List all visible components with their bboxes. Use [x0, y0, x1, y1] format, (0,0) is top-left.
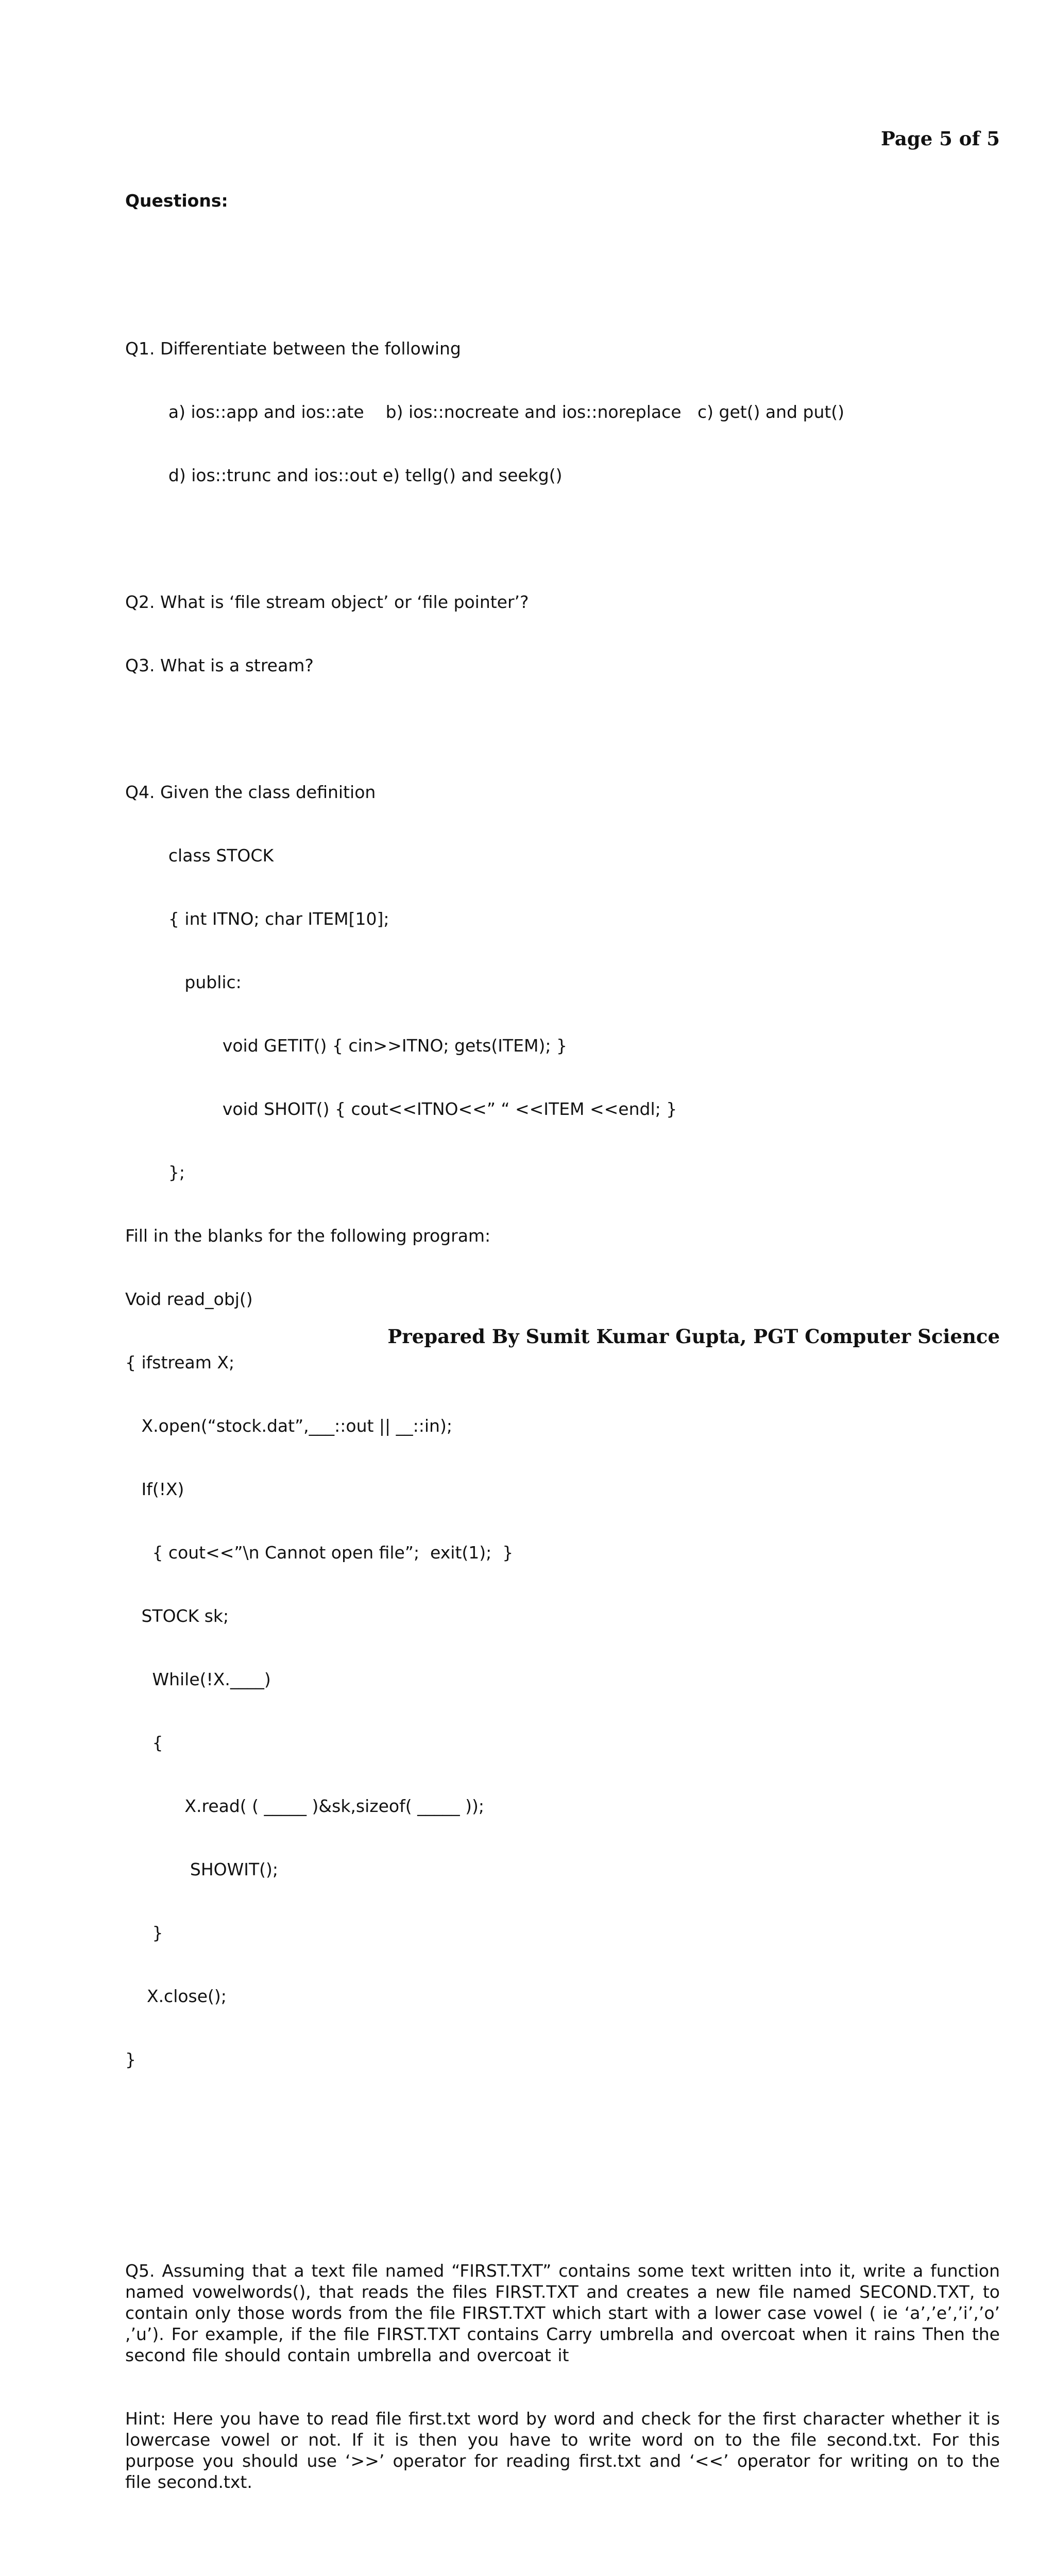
spacer: [125, 2556, 1000, 2576]
q4-code-line: { int ITNO; char ITEM[10];: [125, 909, 389, 929]
q4-code-line: }: [125, 1923, 163, 1943]
q4-code-line: void GETIT() { cin>>ITNO; gets(ITEM); }: [125, 1036, 567, 1056]
question-4: [125, 739, 1000, 2112]
q4-code-line: Void read_obj(): [125, 1289, 253, 1309]
page-number: Page 5 of 5: [881, 127, 1000, 150]
question-3-stream: Q3. What is a stream?: [125, 655, 314, 675]
q4-code-line: { ifstream X;: [125, 1352, 235, 1372]
q4-code-line: If(!X): [125, 1479, 184, 1499]
q4-code-line: };: [125, 1162, 185, 1182]
q4-code-line: class STOCK: [125, 845, 274, 866]
question-2: Q2. What is ‘file stream object’ or ‘file pointer’?: [125, 592, 529, 612]
q1-line: d) ios::trunc and ios::out e) tellg() and seekg(): [125, 465, 563, 485]
q4-code-line: While(!X.____): [125, 1669, 271, 1689]
q4-code-line: {: [125, 1733, 163, 1753]
q4-code-line: STOCK sk;: [125, 1606, 229, 1626]
q1-line: a) ios::app and ios::ate b) ios::nocreate and ios::noreplace c) get() and put(): [125, 402, 845, 422]
q4-code-line: }: [125, 2049, 136, 2070]
q4-code-line: X.open(“stock.dat”,___::out || __::in);: [125, 1416, 452, 1436]
q4-code-line: X.read( ( _____ )&sk,sizeof( _____ ));: [125, 1796, 484, 1816]
spacer: [125, 2176, 1000, 2197]
question-5: Q5. Assuming that a text file named “FIRST.TXT” contains some text written into it, write a function named vowelwords(), that reads the files FIRST.TXT and creates a new file named SECOND.TXT, to contain only those words from the file FIRST.TXT which start with a lower case vowel ( ie ‘a’,’e’,’i’,’o’ ,’u’). For example, if the file FIRST.TXT contains Carry umbrella and overcoat when it rains Then the second file should contain umbrella and overcoat it: [125, 2261, 1000, 2365]
questions-content: [125, 148, 1000, 2576]
q4-line: Fill in the blanks for the following program:: [125, 1226, 491, 1246]
footer-author: Prepared By Sumit Kumar Gupta, PGT Computer Science: [387, 1325, 1000, 1348]
q4-code-line: void SHOIT() { cout<<ITNO<<” “ <<ITEM <<endl; }: [125, 1099, 677, 1119]
question-1: [125, 296, 1000, 528]
q4-code-line: { cout<<”\n Cannot open file”; exit(1); }: [125, 1543, 514, 1563]
question-5-hint: Hint: Here you have to read file first.txt word by word and check for the first character whether it is lowercase vowel or not. If it is then you have to write word on to the file second.txt. For this purpose you should use ‘>>’ operator for reading first.txt and ‘<<’ operator for writing on to the file second.txt.: [125, 2409, 1000, 2492]
q4-code-line: SHOWIT();: [125, 1859, 278, 1879]
q1-line: Q1. Differentiate between the following: [125, 338, 461, 359]
section-heading: Questions:: [125, 191, 228, 211]
q4-line: Q4. Given the class definition: [125, 782, 376, 802]
q4-code-line: X.close();: [125, 1986, 227, 2006]
q4-code-line: public:: [125, 972, 242, 992]
